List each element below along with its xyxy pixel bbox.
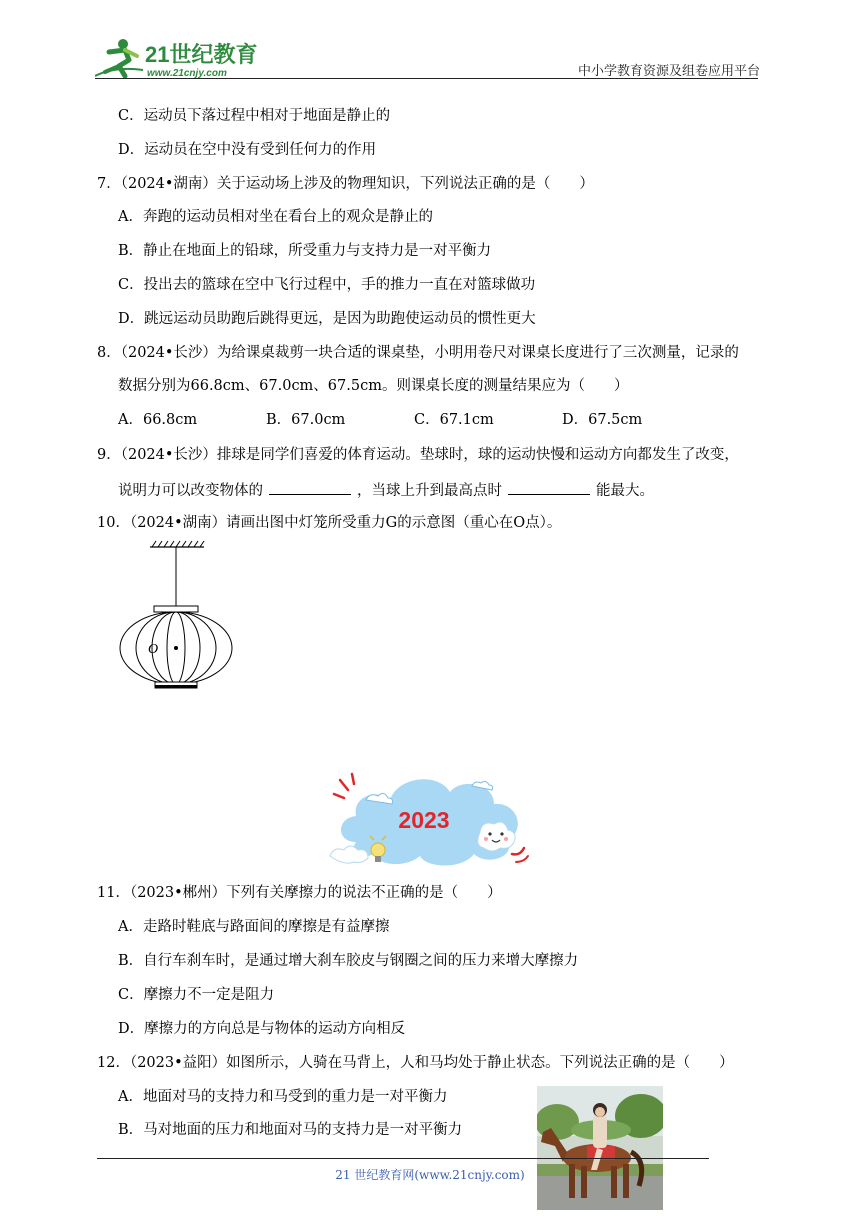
q8-option-b: B．67.0cm [266, 412, 346, 428]
q9-blank-1[interactable] [269, 480, 351, 495]
q11-option-c: C．摩擦力不一定是阻力 [118, 987, 275, 1003]
footer-divider [97, 1158, 709, 1159]
q10-stem: 10．（2024•湖南）请画出图中灯笼所受重力G的示意图（重心在O点）。 [97, 515, 562, 531]
q8-option-d: D．67.5cm [562, 412, 643, 428]
q6-option-d: D．运动员在空中没有受到任何力的作用 [118, 142, 377, 158]
year-text: 2023 [398, 807, 450, 833]
header-platform-text: 中小学教育资源及组卷应用平台 [577, 64, 760, 79]
q9-blank-2[interactable] [508, 480, 590, 495]
q7-option-b: B．静止在地面上的铅球，所受重力与支持力是一对平衡力 [118, 243, 492, 259]
q7-option-c: C．投出去的篮球在空中飞行过程中，手的推力一直在对篮球做功 [118, 277, 536, 293]
q6-option-c: C．运动员下落过程中相对于地面是静止的 [118, 108, 391, 124]
q9-text-part2: ，当球上升到最高点时 [357, 483, 502, 499]
q12-option-b: B．马对地面的压力和地面对马的支持力是一对平衡力 [118, 1122, 463, 1138]
q11-option-a: A．走路时鞋底与路面间的摩擦是有益摩擦 [118, 919, 390, 935]
q8-options [118, 411, 642, 429]
runner-icon [95, 39, 143, 76]
q7-stem: 7．（2024•湖南）关于运动场上涉及的物理知识，下列说法正确的是（ ） [97, 176, 594, 192]
q8-option-a: A．66.8cm [118, 412, 198, 428]
page-header [95, 30, 760, 80]
q11-stem: 11．（2023•郴州）下列有关摩擦力的说法不正确的是（ ） [97, 885, 502, 901]
q12-stem: 12．（2023•益阳）如图所示，人骑在马背上，人和马均处于静止状态。下列说法正确的是（ ） [97, 1055, 734, 1071]
q11-option-b: B．自行车刹车时，是通过增大刹车胶皮与钢圈之间的压力来增大摩擦力 [118, 953, 579, 969]
q11-option-d: D．摩擦力的方向总是与物体的运动方向相反 [118, 1021, 406, 1037]
q8-stem-cont: 数据分别为66.8cm、67.0cm、67.5cm。则课桌长度的测量结果应为（ ） [118, 378, 629, 394]
horse-rider-photo [537, 1086, 663, 1210]
center-of-gravity-point [174, 646, 178, 650]
q7-option-a: A．奔跑的运动员相对坐在看台上的观众是静止的 [118, 209, 433, 225]
q9-stem: 9．（2024•长沙）排球是同学们喜爱的体育运动。垫球时，球的运动快慢和运动方向都发生了改变， [97, 447, 739, 463]
q8-stem: 8．（2024•长沙）为给课桌裁剪一块合适的课桌垫，小明用卷尺对课桌长度进行了三次测量，记录的 [97, 345, 739, 361]
logo-title: 21世纪教育 [145, 42, 258, 67]
q7-option-d: D．跳远运动员助跑后跳得更远，是因为助跑使运动员的惯性更大 [118, 311, 536, 327]
logo-21cnjy [95, 36, 265, 80]
lantern-figure [112, 540, 240, 692]
q9-stem-cont [118, 480, 654, 500]
label-o: O [148, 642, 159, 657]
q12-option-a: A．地面对马的支持力和马受到的重力是一对平衡力 [118, 1089, 448, 1105]
footer-site-link[interactable]: 21 世纪教育网(www.21cnjy.com) [335, 1168, 525, 1182]
header-divider [95, 78, 758, 79]
q9-text-part1: 说明力可以改变物体的 [118, 483, 263, 499]
year-badge-2023 [326, 770, 536, 870]
q9-text-part3: 能最大。 [596, 483, 654, 499]
q8-option-c: C．67.1cm [414, 412, 494, 428]
logo-url: www.21cnjy.com [147, 68, 227, 79]
